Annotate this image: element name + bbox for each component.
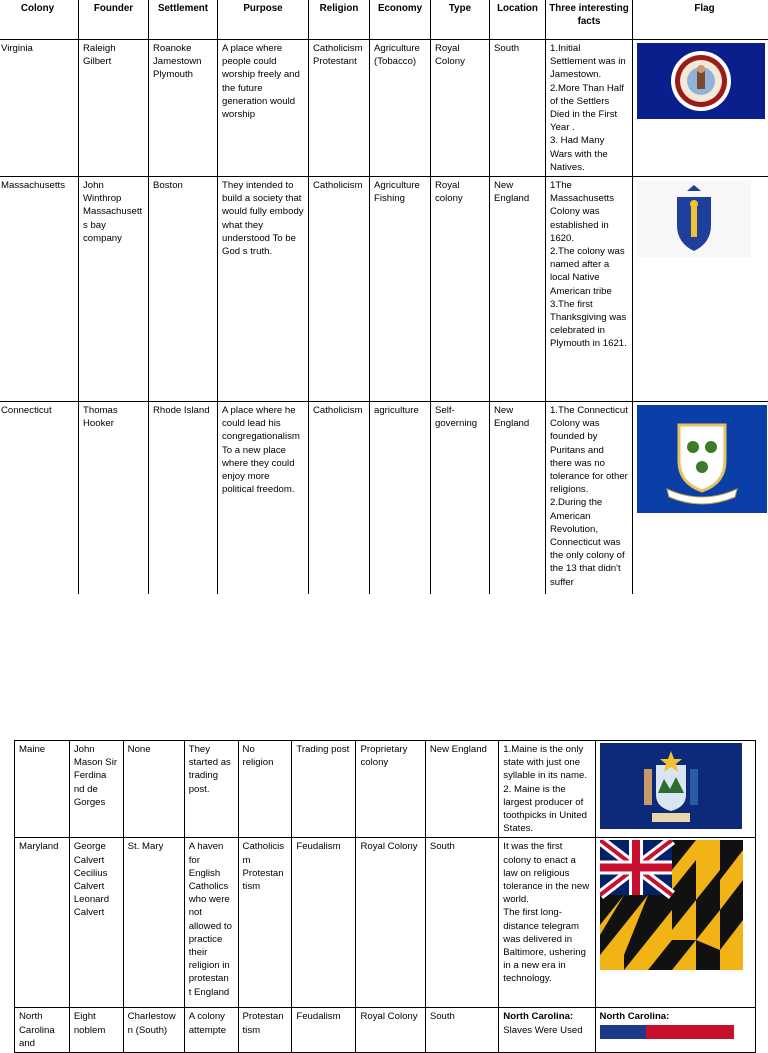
- flag-cell: [595, 1008, 755, 1053]
- connecticut-flag: [637, 405, 767, 513]
- settlement-cell: Rhode Island: [149, 402, 218, 594]
- facts-cell: It was the first colony to enact a law on religious tolerance in the new world. The first long-distance telegram was delivered in Baltimore, ushering in a new era in technology.: [499, 838, 595, 1008]
- founder-cell: George Calvert Cecilius Calvert Leonard Calvert: [69, 838, 123, 1008]
- header-settlement: Settlement: [149, 0, 218, 40]
- table-row: [0, 177, 768, 402]
- founder-cell: Thomas Hooker: [79, 402, 149, 594]
- colonies-table-2: [14, 740, 756, 1053]
- massachusetts-flag: [637, 181, 751, 257]
- maine-flag: [600, 743, 742, 829]
- founder-cell: Raleigh Gilbert: [79, 40, 149, 177]
- facts-cell: 1The Massachusetts Colony was established in 1620. 2.The colony was named after a local Native American tribe 3.The first Thanksgiving was celebrated in Plymouth in 1621.: [546, 177, 633, 402]
- type-cell: Proprietary colony: [356, 741, 425, 838]
- header-economy: Economy: [370, 0, 431, 40]
- colony-cell: Massachusetts: [0, 177, 79, 402]
- type-cell: Royal Colony: [356, 838, 425, 1008]
- purpose-cell: A place where people could worship freely and the future generation would worship: [218, 40, 309, 177]
- settlement-cell: St. Mary: [123, 838, 184, 1008]
- table-row: [15, 741, 756, 838]
- flag-title: North Carolina:: [600, 1010, 751, 1023]
- economy-cell: Agriculture (Tobacco): [370, 40, 431, 177]
- colony-cell: North Carolina and: [15, 1008, 70, 1053]
- header-location: Location: [490, 0, 546, 40]
- colony-cell: Connecticut: [0, 402, 79, 594]
- purpose-cell: They intended to build a society that would fully embody what they understood To be God s truth.: [218, 177, 309, 402]
- header-flag: Flag: [633, 0, 768, 40]
- header-founder: Founder: [79, 0, 149, 40]
- religion-cell: Catholicism Protestant: [309, 40, 370, 177]
- facts-cell: 1.The Connecticut Colony was founded by Puritans and there was no tolerance for other religions. 2.During the American Revolution, Connecticut was the only colony of the 13 that didn't suffer: [546, 402, 633, 594]
- facts-text: Slaves Were Used: [503, 1024, 590, 1037]
- colony-cell: Virginia: [0, 40, 79, 177]
- founder-cell: Eight noblem: [69, 1008, 123, 1053]
- flag-cell: [595, 838, 755, 1008]
- settlement-cell: Roanoke Jamestown Plymouth: [149, 40, 218, 177]
- header-row: [0, 0, 768, 40]
- header-colony: Colony: [0, 0, 79, 40]
- header-type: Type: [431, 0, 490, 40]
- maryland-flag: [600, 840, 743, 970]
- header-religion: Religion: [309, 0, 370, 40]
- type-cell: Royal Colony: [356, 1008, 425, 1053]
- economy-cell: Feudalism: [292, 838, 356, 1008]
- location-cell: South: [490, 40, 546, 177]
- facts-cell: 1.Initial Settlement was in Jamestown. 2.More Than Half of the Settlers Died in the First Year . 3. Had Many Wars with the Natives.: [546, 40, 633, 177]
- flag-cell: [633, 177, 768, 402]
- religion-cell: Catholicism: [309, 402, 370, 594]
- flag-cell: [633, 40, 768, 177]
- type-cell: Self- governing: [431, 402, 490, 594]
- location-cell: South: [425, 838, 498, 1008]
- type-cell: Royal Colony: [431, 40, 490, 177]
- flag-cell: [595, 741, 755, 838]
- religion-cell: No religion: [238, 741, 292, 838]
- purpose-cell: A place where he could lead his congregationalism To a new place where they could enjoy more political freedom.: [218, 402, 309, 594]
- economy-cell: Feudalism: [292, 1008, 356, 1053]
- table-row: [15, 1008, 756, 1053]
- economy-cell: Trading post: [292, 741, 356, 838]
- table-row: [0, 402, 768, 594]
- facts-title: North Carolina:: [503, 1010, 590, 1023]
- location-cell: New England: [425, 741, 498, 838]
- colony-cell: Maryland: [15, 838, 70, 1008]
- location-cell: New England: [490, 402, 546, 594]
- purpose-cell: They started as trading post.: [184, 741, 238, 838]
- virginia-flag: [637, 43, 765, 119]
- table-row: [0, 40, 768, 177]
- settlement-cell: Boston: [149, 177, 218, 402]
- header-facts: Three interesting facts: [546, 0, 633, 40]
- north-carolina-flag: [600, 1025, 734, 1039]
- settlement-cell: None: [123, 741, 184, 838]
- facts-cell: [499, 1008, 595, 1053]
- location-cell: New England: [490, 177, 546, 402]
- purpose-cell: A colony attempte: [184, 1008, 238, 1053]
- religion-cell: Catholicis m Protestan tism: [238, 838, 292, 1008]
- header-purpose: Purpose: [218, 0, 309, 40]
- purpose-cell: A haven for English Catholics who were not allowed to practice their religion in protestan t England: [184, 838, 238, 1008]
- founder-cell: John Mason Sir Ferdina nd de Gorges: [69, 741, 123, 838]
- religion-cell: Catholicism: [309, 177, 370, 402]
- religion-cell: Protestan tism: [238, 1008, 292, 1053]
- flag-cell: [633, 402, 768, 594]
- location-cell: South: [425, 1008, 498, 1053]
- colony-cell: Maine: [15, 741, 70, 838]
- type-cell: Royal colony: [431, 177, 490, 402]
- economy-cell: agriculture: [370, 402, 431, 594]
- economy-cell: Agriculture Fishing: [370, 177, 431, 402]
- table-row: [15, 838, 756, 1008]
- facts-cell: 1.Maine is the only state with just one syllable in its name. 2. Maine is the largest producer of toothpicks in United States.: [499, 741, 595, 838]
- founder-cell: John Winthrop Massachusetts bay company: [79, 177, 149, 402]
- settlement-cell: Charlestow n (South): [123, 1008, 184, 1053]
